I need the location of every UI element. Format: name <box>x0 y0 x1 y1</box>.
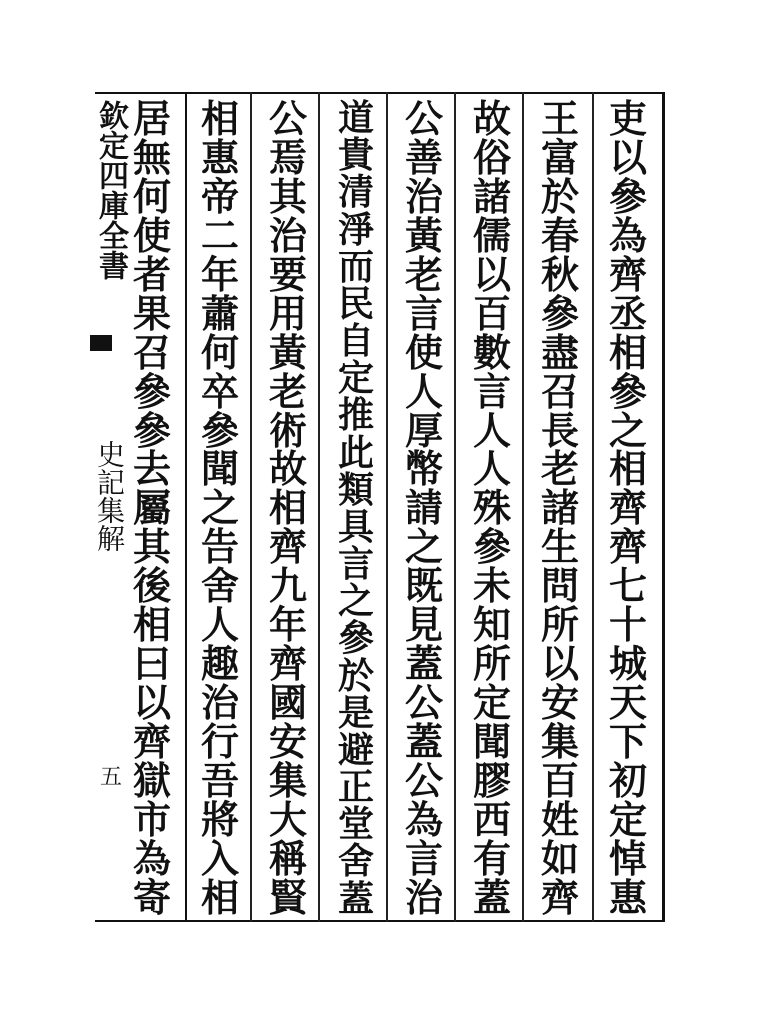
margin-title: 欽定四庫全書 <box>93 100 128 280</box>
column-rule <box>522 92 524 922</box>
fish-tail-mark <box>90 335 112 351</box>
margin-divider <box>185 92 187 922</box>
column-rule <box>250 92 252 922</box>
text-column: 王 富 於 春 秋 參 盡 召 長 老 諸 生 問 所 以 安 集 百 姓 如 齊 <box>540 96 579 920</box>
text-column: 公 善 治 黃 老 言 使 人 厚 幣 請 之 既 見 蓋 公 蓋 公 為 言 治 <box>404 96 443 920</box>
margin-book-title: 史記集解 <box>93 440 126 552</box>
text-column: 故 俗 諸 儒 以 百 數 言 人 人 殊 參 未 知 所 定 聞 膠 西 有 蓋 <box>472 96 511 920</box>
text-column: 居 無 何 使 者 果 召 參 參 去 屬 其 後 相 曰 以 齊 獄 市 為 寄 <box>132 96 171 920</box>
column-rule <box>592 92 594 922</box>
margin-page-number: 五 <box>100 765 123 790</box>
text-column: 相 惠 帝 二 年 蕭 何 卒 參 聞 之 告 舍 人 趣 治 行 吾 將 入 相 <box>200 96 239 920</box>
text-column: 道 貴 清 淨 而 民 自 定 推 此 類 具 言 之 參 於 是 避 正 堂 舍 蓋 <box>337 97 374 920</box>
column-rule <box>454 92 456 922</box>
column-rule <box>318 92 320 922</box>
text-column: 吏 以 參 為 齊 丞 相 參 之 相 齊 齊 七 十 城 天 下 初 定 悼 惠 <box>608 96 647 920</box>
text-column: 公 焉 其 治 要 用 黃 老 術 故 相 齊 九 年 齊 國 安 集 大 稱 賢 <box>268 96 307 920</box>
column-rule <box>386 92 388 922</box>
